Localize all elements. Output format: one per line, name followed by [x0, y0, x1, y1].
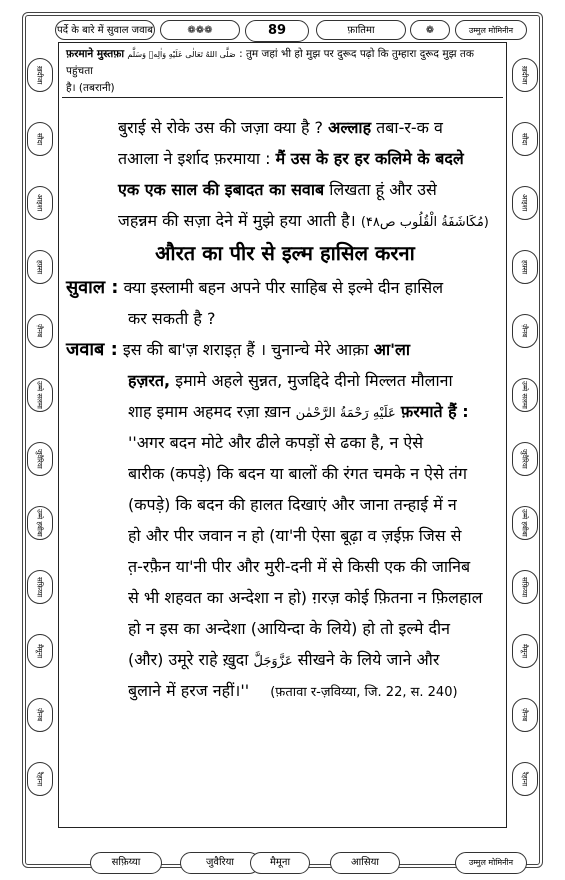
header-ornament: ❁❁❁	[160, 20, 240, 40]
side-label-text: आइशा	[520, 194, 529, 212]
side-label	[27, 570, 53, 604]
answer-line-3	[66, 396, 504, 427]
question-label: सुवाल :	[66, 277, 119, 298]
header-corner-right: उम्मुल मोमिनीन	[455, 20, 527, 40]
text-span: कर सकती है ?	[128, 309, 216, 328]
footer-corner-right: उम्मुल मोमिनीन	[455, 852, 527, 874]
side-label	[512, 314, 538, 348]
answer-line-6: (कपड़े) कि बदन की हालत दिखाएं और जाना तन्हाई में न	[128, 495, 457, 514]
note-text2: है।	[66, 82, 76, 94]
side-label-text: सफ़िय्या	[35, 576, 44, 598]
side-label	[512, 250, 538, 284]
body-line-3	[66, 174, 504, 205]
footer-label: मैमूना	[250, 852, 310, 874]
answer-line-12	[66, 675, 504, 706]
side-label-text: सौदा	[520, 132, 529, 146]
side-label	[27, 58, 53, 92]
side-label	[512, 634, 538, 668]
text-bold: अल्लाह	[328, 118, 372, 137]
side-label-text: हफ़्सा	[35, 259, 44, 275]
answer-line-7: हो और पीर जवान न हो (या'नी ऐसा बूढ़ा व ज़ईफ़ जिस से	[128, 526, 462, 545]
side-label-text: ख़दीजा	[35, 65, 44, 85]
text-bold: आ'ला	[373, 340, 410, 359]
arabic-honorific: عَلَيْهِ رَحْمَةُ الرَّحْمٰن	[295, 406, 396, 421]
footer-label: जुवैरिया	[180, 852, 260, 874]
text-bold: एक एक साल की इबादत का सवाब	[118, 180, 325, 199]
side-label	[512, 442, 538, 476]
arabic-citation: (مُكَاشَفَةُ الْقُلُوب ص۴۸)	[360, 215, 489, 230]
body-line-4	[66, 205, 504, 236]
text-span: सीखने के लिये जाने और	[297, 650, 440, 669]
side-label-text: सौदा	[35, 132, 44, 146]
answer-line-5: बारीक (कपड़े) कि बदन या बालों की रंगत चमके न ऐसे तंग	[128, 464, 468, 483]
header-hadith-note	[62, 44, 503, 98]
answer-line-11	[66, 644, 504, 675]
answer-line-10: हो न इस का अन्देशा (आयिन्दा के लिये) हो तो इल्मे दीन	[128, 619, 451, 638]
side-label-text: ज़ैनब	[520, 708, 529, 722]
side-label	[512, 698, 538, 732]
side-label	[512, 186, 538, 220]
side-label-text: उम्मे सलमा	[35, 381, 44, 409]
side-label	[27, 250, 53, 284]
side-label	[512, 506, 538, 540]
text-span: इस की बा'ज़ शराइत़ हैं । चुनान्चे मेरे आक़ा	[122, 340, 369, 359]
side-label-text: हफ़्सा	[520, 259, 529, 275]
answer-line-1	[66, 334, 504, 365]
arabic-honorific: عَزَّوَجَلَّ	[253, 654, 293, 669]
header-ornament-right: ❁	[410, 20, 450, 40]
footer-label: आसिया	[330, 852, 400, 874]
text-bold: फ़रमाते हैं :	[400, 402, 469, 421]
text-span: शाह इमाम अहमद रज़ा ख़ान	[128, 402, 291, 421]
answer-line-4: ''अगर बदन मोटे और ढीले कपड़ों से ढका है, न ऐसे	[128, 433, 424, 452]
note-arabic: صَلَّى اللهُ تَعَالٰى عَلَيْهِ وَاٰلِهٖ وَسَلَّم	[127, 50, 236, 59]
body-text	[66, 112, 504, 706]
side-label	[27, 698, 53, 732]
side-label-text: जुवैरिया	[520, 449, 529, 469]
side-label-text: ज़ैनब	[520, 324, 529, 338]
body-line-1	[66, 112, 504, 143]
text-span: तआला ने इर्शाद फ़रमाया :	[118, 149, 271, 168]
side-label-text: उम्मे सलमा	[520, 381, 529, 409]
body-line-2	[66, 143, 504, 174]
header-right-title: फ़ातिमा	[316, 20, 406, 40]
side-label-text: उम्मे हबीबा	[35, 509, 44, 537]
side-label	[512, 762, 538, 796]
question-line-1	[66, 272, 504, 303]
text-bold: हज़रत,	[128, 371, 171, 390]
side-label-text: ख़दीजा	[520, 65, 529, 85]
text-span: इमामे अहले सुन्नत, मुजद्दिदे दीनो मिल्लत मौलाना	[175, 371, 453, 390]
side-label-text: रैहाना	[35, 771, 44, 787]
page-number: 89	[245, 20, 309, 42]
side-label-text: ज़ैनब	[35, 708, 44, 722]
side-label-text: मैमूना	[520, 643, 529, 659]
side-label	[27, 634, 53, 668]
note-ref: (तबरानी)	[78, 82, 115, 94]
side-label-text: सफ़िय्या	[520, 576, 529, 598]
text-span: तबा-र-क व	[376, 118, 443, 137]
side-label-text: मैमूना	[35, 643, 44, 659]
side-label-text: रैहाना	[520, 771, 529, 787]
side-label	[27, 762, 53, 796]
answer-line-2	[66, 365, 504, 396]
side-label	[27, 314, 53, 348]
note-label: फ़रमाने मुस्तफ़ा	[66, 48, 125, 60]
text-span: जहन्नम की सज़ा देने में मुझे हया आती है।	[118, 211, 356, 230]
side-label	[512, 58, 538, 92]
text-bold: मैं उस के हर हर कलिमे के बदले	[275, 149, 464, 168]
text-span: क्या इस्लामी बहन अपने पीर साहिब से इल्मे दीन हासिल	[123, 278, 444, 297]
side-label	[512, 122, 538, 156]
side-label	[27, 378, 53, 412]
side-label	[512, 570, 538, 604]
section-heading: औरत का पीर से इल्म हासिल करना	[155, 241, 415, 265]
text-span: बुराई से रोके उस की जज़ा क्या है ?	[118, 118, 324, 137]
text-span: (और) उमूरे राहे ख़ुदा	[128, 650, 249, 669]
note-text: : तुम जहां भी हो मुझ पर दुरूद पढ़ो कि तुम्हारा दुरूद मुझ तक पहुंचता	[66, 48, 474, 77]
side-label-text: ज़ैनब	[35, 324, 44, 338]
side-label-text: जुवैरिया	[35, 449, 44, 469]
header-left-title: पर्दे के बारे में सुवाल जवाब	[55, 20, 155, 40]
answer-line-9: से भी शहवत का अन्देशा न हो) ग़रज़ कोई फ़ितना न फ़िलहाल	[128, 588, 483, 607]
text-span: लिखता हूं और उसे	[329, 180, 437, 199]
answer-line-8: त़-रफ़ैन या'नी पीर और मुरी-दनी में से किसी एक की जानिब	[128, 557, 471, 576]
side-label-text: आइशा	[35, 194, 44, 212]
text-span: बुलाने में हरज नहीं।''	[128, 681, 250, 700]
side-label	[27, 186, 53, 220]
question-line-2	[66, 303, 504, 334]
fatawa-reference: (फ़तावा र-ज़विय्या, जि. 22, स. 240)	[270, 685, 458, 700]
side-label	[27, 442, 53, 476]
side-label	[512, 378, 538, 412]
side-label	[27, 122, 53, 156]
side-label-text: उम्मे हबीबा	[520, 509, 529, 537]
answer-label: जवाब :	[66, 339, 118, 360]
footer-label: सफ़िय्या	[90, 852, 162, 874]
side-label	[27, 506, 53, 540]
